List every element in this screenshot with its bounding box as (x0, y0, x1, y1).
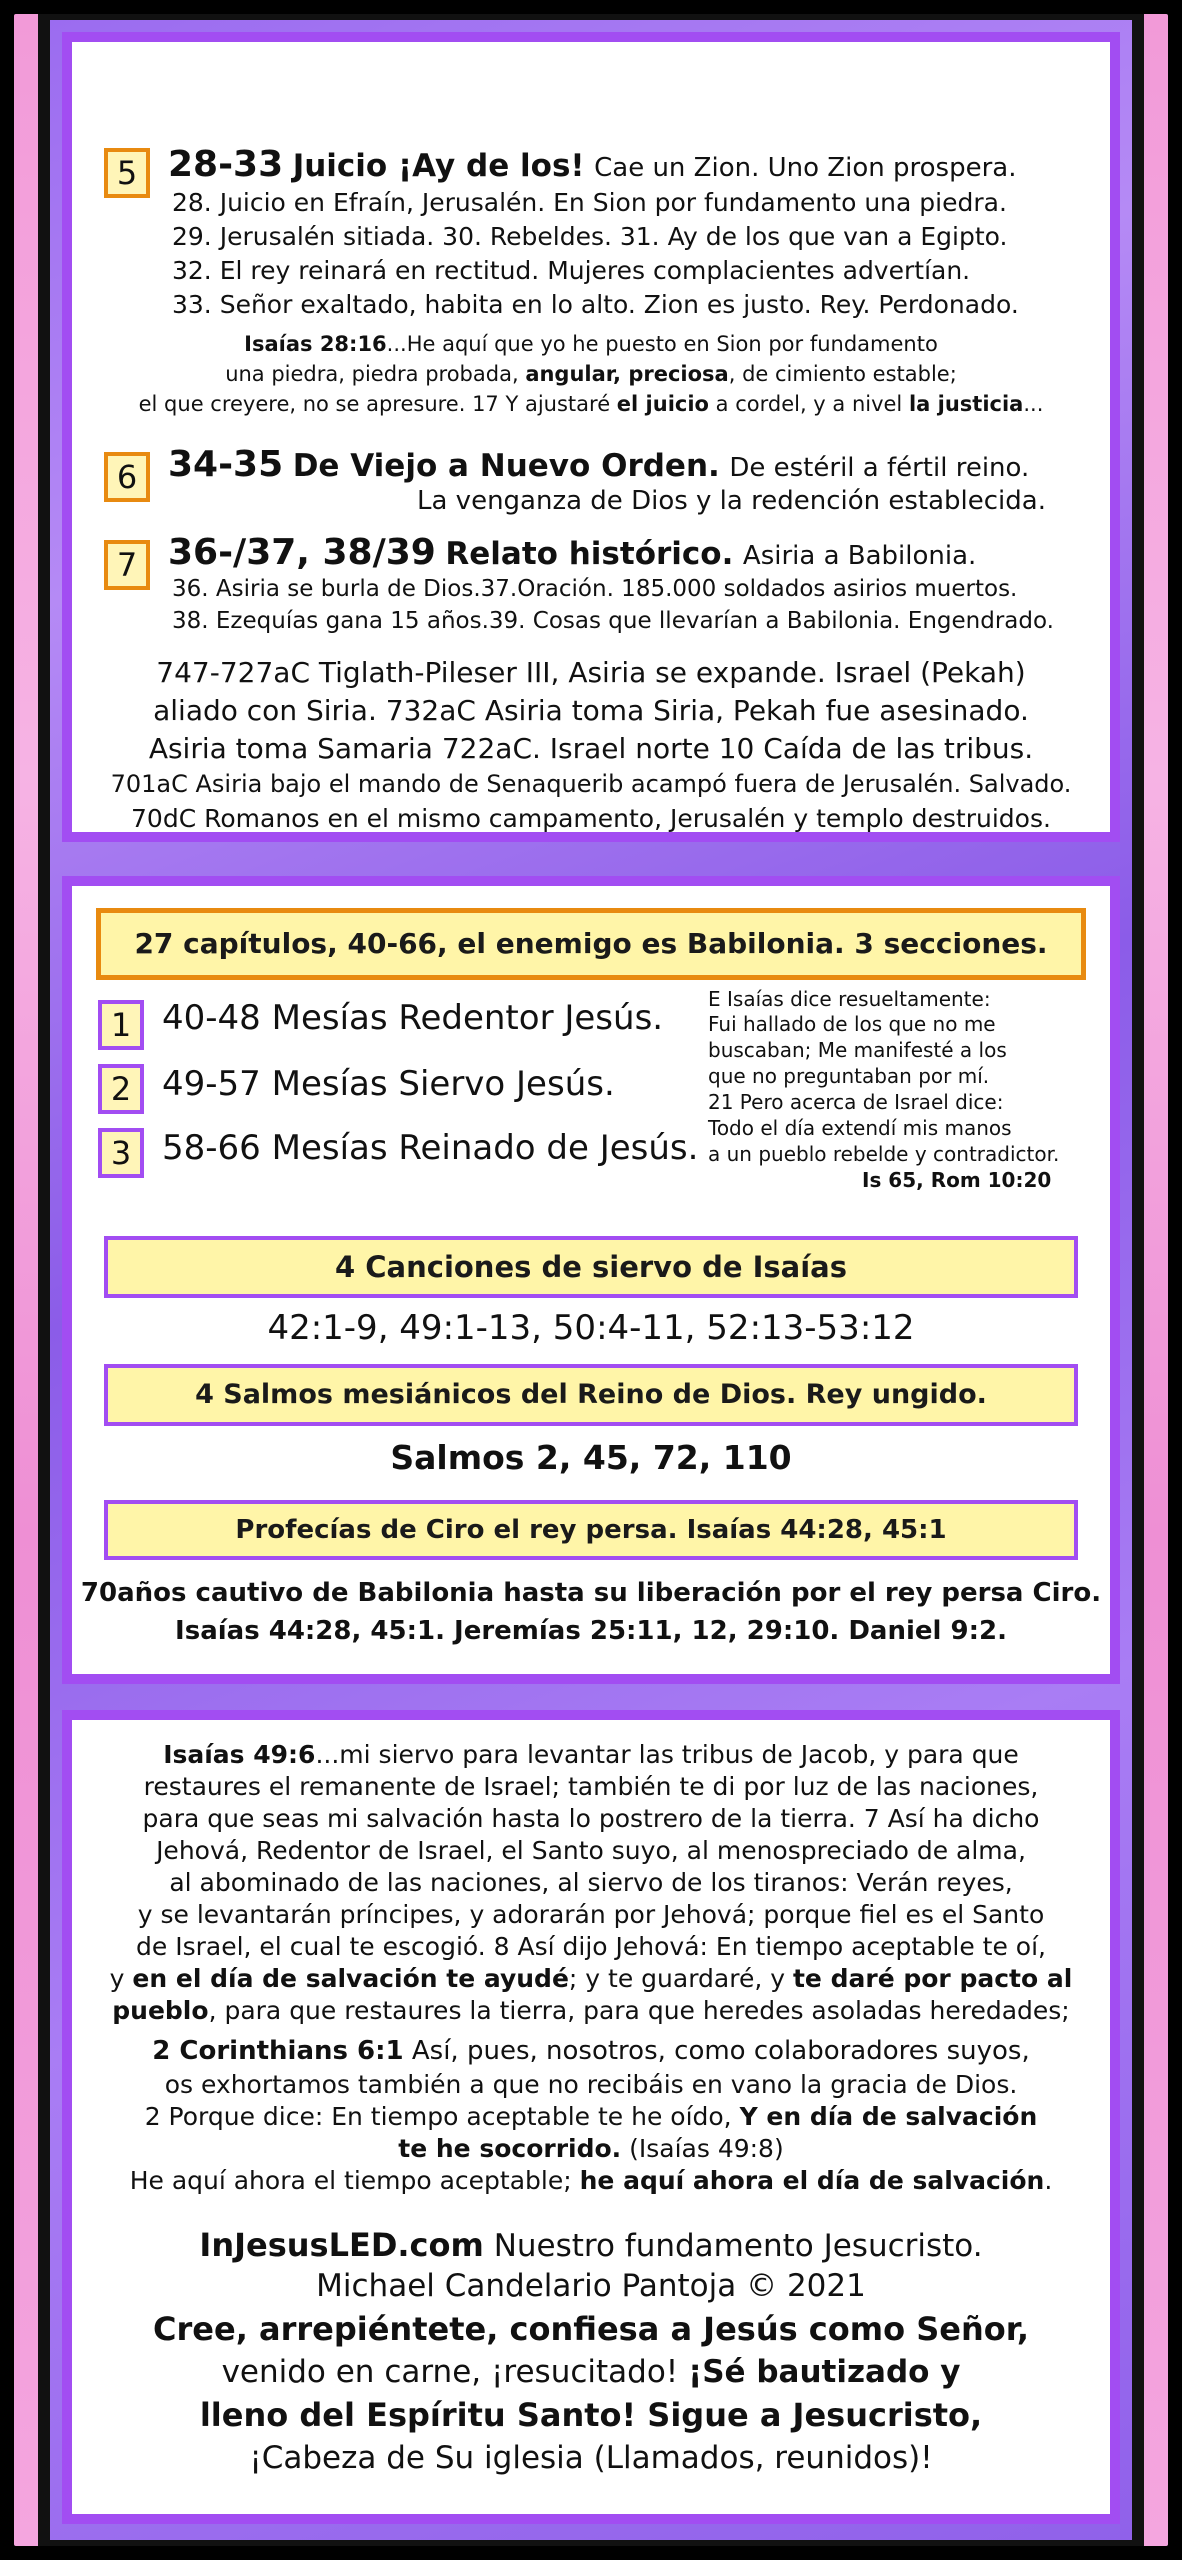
chapter-line: La venganza de Dios y la redención establecida. (417, 486, 1046, 516)
section-number-badge: 6 (104, 452, 150, 502)
side-quote-line: que no preguntaban por mí. (708, 1064, 990, 1088)
chapter-line: 32. El rey reinará en rectitud. Mujeres complacientes advertían. (172, 256, 971, 285)
side-quote-ref: Is 65, Rom 10:20 (862, 1168, 1052, 1192)
history-line: Asiria toma Samaria 722aC. Israel norte 10 Caída de las tribus. (148, 732, 1034, 765)
passage-line: y se levantarán príncipes, y adorarán por Jehová; porque fiel es el Santo (137, 1900, 1045, 1929)
cyrus-box: Profecías de Ciro el rey persa. Isaías 44:28, 45:1 (104, 1500, 1078, 1560)
heading-title: Relato histórico. (445, 536, 734, 572)
passage-text: ; y te guardaré, y (568, 1964, 793, 1993)
corinthians-bold: te he socorrido. (398, 2134, 622, 2163)
quote-text: el que creyere, no se apresure. 17 Y ajustaré (138, 392, 617, 416)
quote-ref: Isaías 28:16 (244, 332, 387, 356)
captivity-line: 70años cautivo de Babilonia hasta su liberación por el rey persa Ciro. (80, 1578, 1102, 1608)
passage-line: Jehová, Redentor de Israel, el Santo suyo, al menospreciado de alma, (156, 1836, 1026, 1865)
call-to-action-line: ¡Cabeza de Su iglesia (Llamados, reunidos)! (249, 2440, 933, 2476)
history-line: 70dC Romanos en el mismo campamento, Jerusalén y templo destruidos. (131, 804, 1051, 833)
heading-range: 28-33 (168, 144, 284, 185)
item-heading (168, 444, 1029, 485)
panel-chapters-28-39 (62, 32, 1120, 842)
chapter-line: 38. Ezequías gana 15 años.39. Cosas que llevarían a Babilonia. Engendrado. (172, 608, 1054, 634)
psalms-box: 4 Salmos mesiánicos del Reino de Dios. Rey ungido. (104, 1364, 1078, 1426)
quote-bold: el juicio (616, 392, 709, 416)
subsection-text: 58-66 Mesías Reinado de Jesús. (162, 1128, 699, 1168)
corinthians-bold: Y en día de salvación (739, 2102, 1038, 2131)
captivity-refs: Isaías 44:28, 45:1. Jeremías 25:11, 12, 29:10. Daniel 9:2. (175, 1616, 1007, 1646)
section-title-box: 27 capítulos, 40-66, el enemigo es Babilonia. 3 secciones. (96, 908, 1086, 980)
corinthians-text: (Isaías 49:8) (621, 2134, 784, 2163)
psalms-refs: Salmos 2, 45, 72, 110 (390, 1438, 792, 1477)
subsection-number-badge: 3 (98, 1128, 144, 1178)
passage-line: de Israel, el cual te escogió. 8 Así dijo Jehová: En tiempo aceptable te oí, (136, 1932, 1046, 1961)
item-heading (168, 144, 1016, 185)
corinthians-text: Así, pues, nosotros, como colaboradores suyos, (403, 2036, 1030, 2066)
call-text: venido en carne, ¡resucitado! (221, 2354, 689, 2390)
call-to-action-line: lleno del Espíritu Santo! Sigue a Jesucristo, (199, 2396, 983, 2434)
panel-chapters-40-66 (62, 876, 1120, 1684)
call-to-action-line (72, 2354, 1110, 2390)
heading-title: De Viejo a Nuevo Orden. (292, 448, 720, 484)
quote-bold: la justicia (908, 392, 1024, 416)
side-quote-line: a un pueblo rebelde y contradictor. (708, 1142, 1060, 1166)
servant-songs-refs: 42:1-9, 49:1-13, 50:4-11, 52:13-53:12 (267, 1308, 915, 1348)
corinthians-bold: he aquí ahora el día de salvación (579, 2166, 1045, 2195)
corinthians-line (72, 2166, 1110, 2195)
side-quote-line: Fui hallado de los que no me (708, 1012, 996, 1036)
corinthians-line (72, 2036, 1110, 2066)
quote-line-2 (72, 362, 1110, 386)
quote-text: ... (1023, 392, 1044, 416)
passage-text: ...mi siervo para levantar las tribus de Jacob, y para que (315, 1740, 1019, 1769)
corinthians-line: os exhortamos también a que no recibáis en vano la gracia de Dios. (164, 2070, 1018, 2099)
subsection-number-badge: 1 (98, 1000, 144, 1050)
passage-bold: te daré por pacto al (792, 1964, 1073, 1993)
author-copyright: Michael Candelario Pantoja © 2021 (316, 2268, 866, 2304)
corinthians-text: . (1044, 2166, 1053, 2195)
passage-line (72, 1996, 1110, 2025)
quote-text: , de cimiento estable; (728, 362, 957, 386)
section-number-badge: 5 (104, 148, 150, 198)
side-quote-line: E Isaías dice resueltamente: (708, 987, 991, 1011)
passage-line (72, 1740, 1110, 1769)
quote-text: a cordel, y a nivel (708, 392, 909, 416)
chapter-line: 36. Asiria se burla de Dios.37.Oración. 185.000 soldados asirios muertos. (172, 576, 1018, 602)
heading-rest: De estéril a fértil reino. (729, 453, 1030, 483)
passage-text: , para que restaures la tierra, para que heredes asoladas heredades; (208, 1996, 1070, 2025)
site-tagline: Nuestro fundamento Jesucristo. (483, 2228, 983, 2264)
chapter-line: 28. Juicio en Efraín, Jerusalén. En Sion por fundamento una piedra. (172, 188, 1007, 217)
passage-line: restaures el remanente de Israel; también te di por luz de las naciones, (143, 1772, 1039, 1801)
panel-salvation-passage (62, 1710, 1120, 2524)
corinthians-line (72, 2102, 1110, 2131)
subsection-text: 40-48 Mesías Redentor Jesús. (162, 998, 664, 1038)
quote-line-3 (72, 392, 1110, 416)
quote-bold: angular, preciosa (525, 362, 729, 386)
corinthians-line (72, 2134, 1110, 2163)
passage-bold: en el día de salvación te ayudé (132, 1964, 569, 1993)
item-heading (168, 532, 976, 573)
side-quote-line: buscaban; Me manifesté a los (708, 1038, 1007, 1062)
site-line (72, 2226, 1110, 2264)
passage-bold: pueblo (112, 1996, 209, 2025)
heading-range: 34-35 (168, 444, 284, 485)
subsection-text: 49-57 Mesías Siervo Jesús. (162, 1064, 615, 1104)
history-line: aliado con Siria. 732aC Asiria toma Siria, Pekah fue asesinado. (153, 694, 1029, 727)
corinthians-text: 2 Porque dice: En tiempo aceptable te he oído, (144, 2102, 740, 2131)
side-quote-line: 21 Pero acerca de Israel dice: (708, 1090, 1004, 1114)
side-quote-line: Todo el día extendí mis manos (708, 1116, 1012, 1140)
passage-ref: Isaías 49:6 (163, 1740, 316, 1769)
section-number-badge: 7 (104, 540, 150, 590)
corinthians-ref: 2 Corinthians 6:1 (152, 2036, 404, 2066)
passage-text: y (109, 1964, 133, 1993)
servant-songs-box: 4 Canciones de siervo de Isaías (104, 1236, 1078, 1298)
chapter-line: 33. Señor exaltado, habita en lo alto. Zion es justo. Rey. Perdonado. (172, 290, 1019, 319)
quote-line-1 (72, 332, 1110, 356)
history-line: 747-727aC Tiglath-Pileser III, Asiria se expande. Israel (Pekah) (156, 656, 1026, 689)
subsection-number-badge: 2 (98, 1064, 144, 1114)
chapter-line: 29. Jerusalén sitiada. 30. Rebeldes. 31. Ay de los que van a Egipto. (172, 222, 1008, 251)
call-bold: ¡Sé bautizado y (688, 2354, 961, 2390)
site-link[interactable]: InJesusLED.com (199, 2226, 484, 2264)
heading-title: Juicio ¡Ay de los! (292, 148, 585, 184)
heading-range: 36-/37, 38/39 (168, 532, 436, 573)
heading-rest: Cae un Zion. Uno Zion prospera. (594, 153, 1017, 183)
heading-rest: Asiria a Babilonia. (742, 541, 977, 571)
passage-line: para que seas mi salvación hasta lo postrero de la tierra. 7 Así ha dicho (142, 1804, 1040, 1833)
history-line: 701aC Asiria bajo el mando de Senaquerib acampó fuera de Jerusalén. Salvado. (110, 770, 1072, 798)
quote-text: una piedra, piedra probada, (225, 362, 526, 386)
passage-line (72, 1964, 1110, 1993)
corinthians-text: He aquí ahora el tiempo aceptable; (129, 2166, 580, 2195)
quote-text: ...He aquí que yo he puesto en Sion por fundamento (386, 332, 938, 356)
call-to-action-line: Cree, arrepiéntete, confiesa a Jesús como Señor, (153, 2310, 1029, 2348)
passage-line: al abominado de las naciones, al siervo de los tiranos: Verán reyes, (169, 1868, 1013, 1897)
